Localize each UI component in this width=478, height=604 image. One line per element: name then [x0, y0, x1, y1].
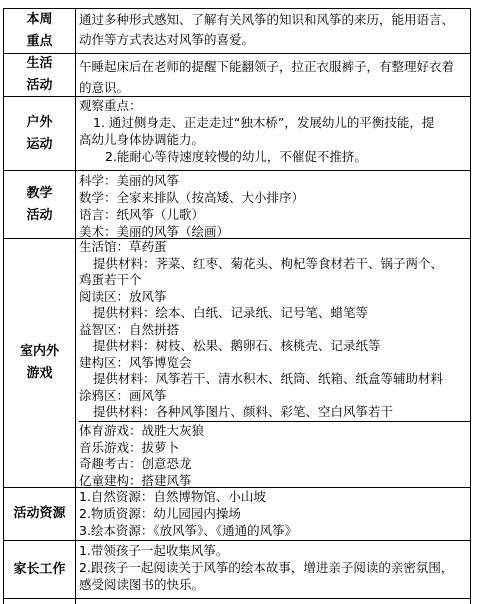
content-line: 1. 通过侧身走、正走走过“独木桥”，发展幼儿的平衡技能，提 [93, 115, 435, 130]
label-line: 活动 [26, 78, 53, 93]
label-line: 重点 [26, 34, 53, 49]
label-line: 教学 [26, 185, 53, 201]
content-line: 鸡蛋若干个 [79, 272, 142, 287]
area-materials-section [79, 239, 470, 421]
content-line: 音乐游戏：拔萝卜 [79, 439, 180, 455]
content-line: 美术：美丽的风筝（绘画） [79, 224, 230, 238]
content-line: 提供材料：荠菜、红枣、菊花头、枸杞等食材若干、锅子两个、 [93, 255, 444, 271]
content-line: 感受阅读图书的快乐。 [79, 577, 205, 592]
label-line: 室内外 [19, 344, 59, 359]
row-teaching-activities [3, 170, 471, 238]
content-line: 益智区：自然拼搭 [79, 321, 180, 337]
row-weekly-focus [3, 8, 471, 53]
row-label [4, 171, 76, 238]
content-line: 通过多种形式感知、了解有关风筝的知识和风筝的来历，能用语言、 [79, 12, 455, 27]
row-content [76, 97, 470, 170]
row-label [4, 97, 76, 170]
row-content [76, 488, 470, 540]
row-content [76, 9, 470, 53]
row-content [76, 54, 470, 96]
row-label [4, 9, 76, 53]
content-line: 1.自然资源：自然博物馆、小山坡 [79, 489, 266, 504]
content-line: 午睡起床后在老师的提醒下能翻领子，拉正衣服裤子，有整理好衣着 [79, 59, 455, 74]
content-line: 提供材料：风筝若干、清水积木、纸筒、纸箱、纸盒等辅助材料 [93, 371, 444, 386]
content-line: 涂鸦区：画风筝 [79, 387, 167, 403]
row-label [4, 541, 76, 598]
content-line: 高幼儿身体协调能力。 [79, 132, 205, 147]
content-line: 提供材料：树枝、松果、鹅卵石、核桃壳、记录纸等 [93, 338, 381, 353]
row-content [76, 541, 470, 598]
row-content [76, 239, 470, 487]
content-line: 2.物质资源：幼儿园园内操场 [79, 506, 241, 521]
row-indoor-outdoor-games [3, 238, 471, 487]
content-line: 数学：全家来排队（按高矮、大小排序） [79, 190, 305, 205]
label-line: 游戏 [26, 366, 53, 381]
content-line: 体育游戏：战胜大灰狼 [79, 423, 205, 438]
games-section [79, 421, 470, 487]
row-content [76, 171, 470, 238]
content-line: 亿童建构：搭建风筝 [79, 472, 192, 487]
content-line: 动作等方式表达对风筝的喜爱。 [79, 32, 255, 47]
content-line: 提供材料：各种风筝图片、颜料、彩笔、空白风筝若干 [93, 404, 394, 419]
row-label [4, 239, 76, 487]
content-line: 建构区：风筝博览会 [79, 354, 192, 370]
row-label [4, 599, 76, 604]
label-line: 活动资源 [13, 506, 66, 521]
row-empty-cutoff [3, 598, 471, 604]
row-label [4, 488, 76, 540]
row-label [4, 54, 76, 96]
row-activity-resources [3, 487, 471, 540]
label-line: 活动 [26, 207, 53, 223]
content-line: 语言：纸风筝（儿歌） [79, 207, 205, 222]
row-parent-work [3, 540, 471, 598]
content-line: 2.能耐心等待速度较慢的幼儿，不催促不推挤。 [105, 149, 367, 164]
content-line: 提供材料：绘本、白纸、记录纸、记号笔、蜡笔等 [93, 305, 369, 320]
content-line: 奇趣考古：创意恐龙 [79, 456, 192, 471]
content-line: 阅读区：放风筝 [79, 288, 167, 304]
content-line: 的意识。 [79, 80, 130, 95]
content-line: 观察重点： [79, 98, 142, 113]
label-line: 户外 [26, 114, 53, 130]
row-outdoor-exercise [3, 96, 471, 170]
label-line: 生活 [26, 56, 53, 71]
label-line: 运动 [26, 136, 53, 152]
content-line: 2.跟孩子一起阅读关于风筝的绘本故事，增进亲子阅读的亲密氛围， [79, 560, 454, 575]
content-line: 1.带领孩子一起收集风筝。 [79, 543, 229, 558]
label-line: 家长工作 [13, 561, 66, 577]
content-line: 生活馆：草药蛋 [79, 239, 167, 254]
content-line: 3.绘本资源：《放风筝》、《通通的风筝》 [79, 523, 298, 538]
content-line: 科学：美丽的风筝 [79, 173, 180, 188]
row-daily-life [3, 53, 471, 96]
label-line: 本周 [26, 12, 53, 27]
